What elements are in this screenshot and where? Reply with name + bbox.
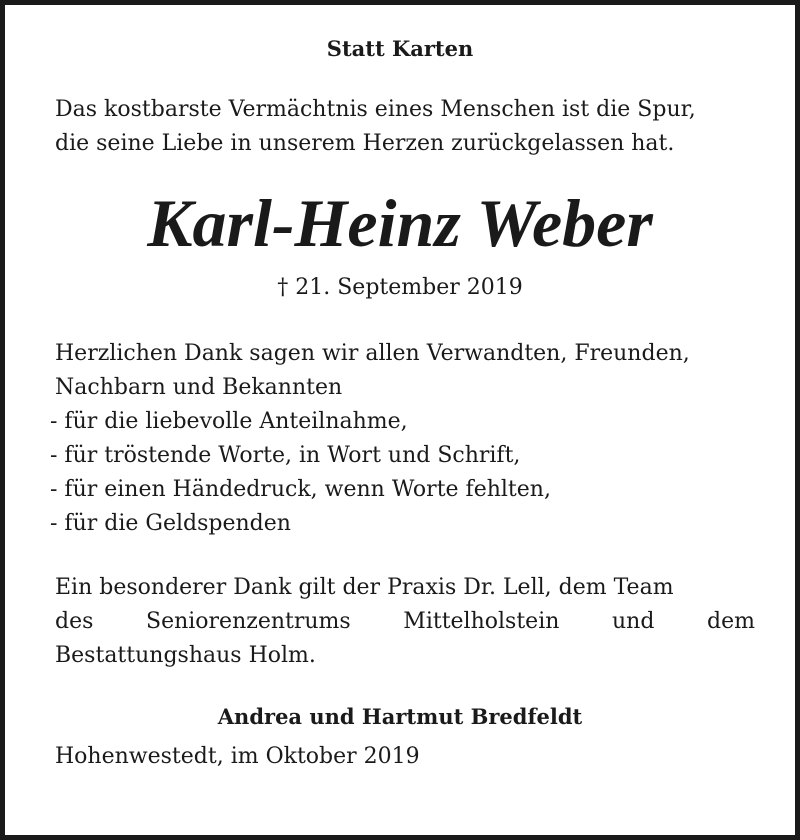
thanks-list <box>50 405 551 541</box>
memorial-quote <box>55 93 755 161</box>
word: Seniorenzentrums <box>146 609 351 634</box>
thanks-intro <box>55 337 755 405</box>
place-and-date: Hohenwestedt, im Oktober 2019 <box>55 744 420 769</box>
thanks-line: Nachbarn und Bekannten <box>55 375 343 400</box>
signature: Andrea und Hartmut Bredfeldt <box>217 704 583 729</box>
special-thanks-line: Bestattungshaus Holm. <box>55 643 316 668</box>
notice-heading: Statt Karten <box>326 36 474 61</box>
word: und <box>612 609 655 634</box>
special-thanks-line: Ein besonderer Dank gilt der Praxis Dr. Lell, dem Team <box>55 575 674 600</box>
word: Mittelholstein <box>403 609 560 634</box>
list-item: - für die Geldspenden <box>50 511 291 536</box>
list-item: - für einen Händedruck, wenn Worte fehlten, <box>50 477 551 502</box>
deceased-name: Karl-Heinz Weber <box>147 185 653 261</box>
list-item: - für die liebevolle Anteilnahme, <box>50 409 408 434</box>
word: dem <box>707 609 755 634</box>
quote-line: die seine Liebe in unserem Herzen zurückgelassen hat. <box>55 131 675 156</box>
special-thanks-line-justified <box>55 605 755 639</box>
quote-line: Das kostbarste Vermächtnis eines Menschen ist die Spur, <box>55 97 696 122</box>
special-thanks <box>55 571 755 673</box>
death-date: † 21. September 2019 <box>277 275 523 300</box>
list-item: - für tröstende Worte, in Wort und Schrift, <box>50 443 521 468</box>
thanks-line: Herzlichen Dank sagen wir allen Verwandten, Freunden, <box>55 341 690 366</box>
word: des <box>55 609 94 634</box>
